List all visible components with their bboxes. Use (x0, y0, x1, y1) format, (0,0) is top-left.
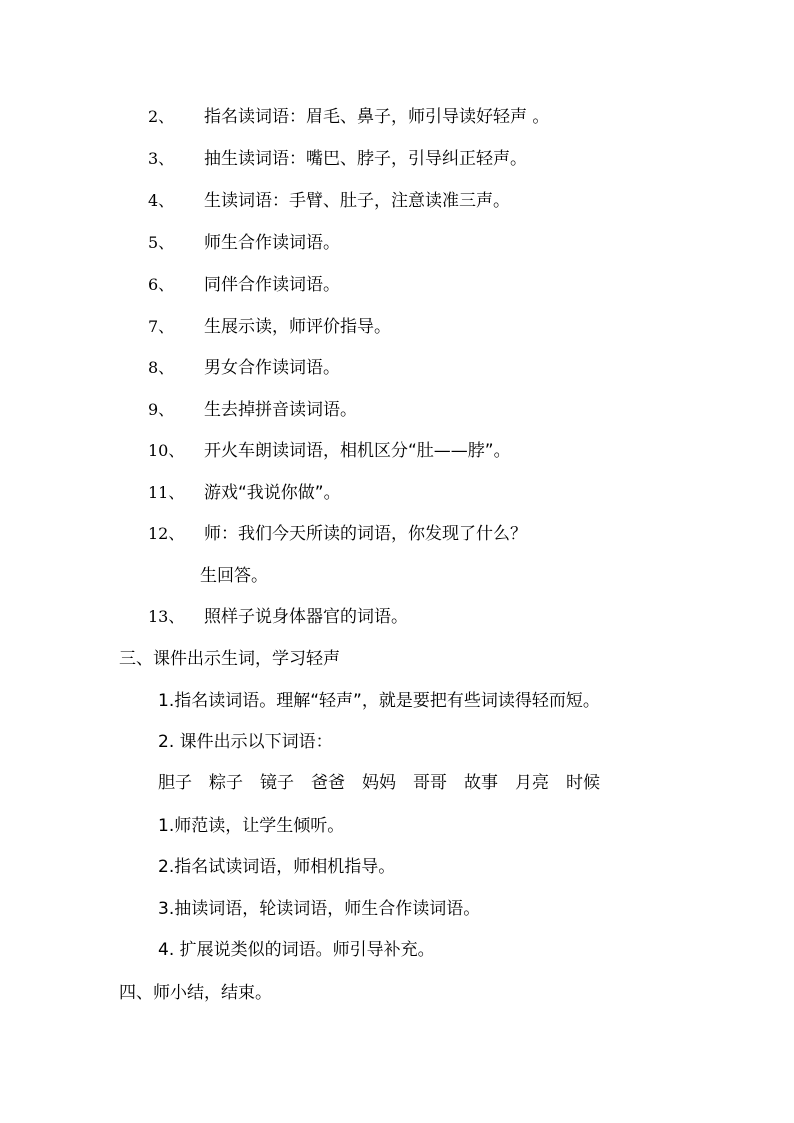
word-item: 妈妈 (362, 773, 396, 793)
word-item: 月亮 (515, 773, 549, 793)
word-item: 时候 (566, 773, 600, 793)
item-number: 8、 (148, 358, 175, 377)
section3-step: 1.师范读，让学生倾听。 (158, 816, 345, 836)
section3-step: 4. 扩展说类似的词语。师引导补充。 (158, 940, 435, 960)
word-item: 镜子 (260, 773, 294, 793)
item-number: 7、 (148, 317, 175, 336)
item-number: 12、 (148, 524, 185, 543)
item-text: 照样子说身体器官的词语。 (204, 607, 408, 627)
item-number: 10、 (148, 441, 185, 460)
section3-step: 3.抽读词语，轮读词语，师生合作读词语。 (158, 899, 481, 919)
item-text: 男女合作读词语。 (204, 358, 340, 378)
item-number: 6、 (148, 275, 175, 294)
section3-line: 2. 课件出示以下词语： (158, 732, 333, 752)
item-text: 师生合作读词语。 (204, 233, 340, 253)
section3-step: 2.指名试读词语，师相机指导。 (158, 857, 396, 877)
item-number: 3、 (148, 149, 175, 168)
word-item: 故事 (464, 773, 498, 793)
list-item (0, 270, 794, 300)
item-number: 2、 (148, 107, 175, 126)
item-text: 生去掉拼音读词语。 (204, 400, 357, 420)
list-item (0, 478, 794, 508)
item-text: 游戏“我说你做”。 (204, 483, 341, 503)
section-heading-3: 三、课件出示生词，学习轻声 (119, 649, 340, 669)
word-list (158, 768, 617, 798)
answer-line: 生回答。 (200, 566, 268, 586)
word-item: 爸爸 (311, 773, 345, 793)
list-item (0, 436, 794, 466)
list-item (0, 144, 794, 174)
list-item (0, 102, 794, 132)
section3-line: 1.指名读词语。理解“轻声”，就是要把有些词读得轻而短。 (158, 691, 600, 711)
list-item (0, 228, 794, 258)
item-number: 13、 (148, 607, 185, 626)
item-number: 9、 (148, 400, 175, 419)
item-text: 同伴合作读词语。 (204, 275, 340, 295)
word-item: 哥哥 (413, 773, 447, 793)
list-item (0, 186, 794, 216)
word-item: 粽子 (209, 773, 243, 793)
item-number: 4、 (148, 191, 175, 210)
item-text: 开火车朗读词语，相机区分“肚——脖”。 (204, 441, 511, 461)
item-text: 抽生读词语：嘴巴、脖子，引导纠正轻声。 (204, 149, 527, 169)
item-text: 生展示读，师评价指导。 (204, 317, 391, 337)
list-item (0, 395, 794, 425)
item-number: 5、 (148, 233, 175, 252)
section-heading-4: 四、师小结，结束。 (119, 983, 272, 1003)
item-number: 11、 (148, 483, 185, 502)
item-text: 指名读词语：眉毛、鼻子，师引导读好轻声 。 (204, 107, 550, 127)
item-text: 生读词语：手臂、肚子，注意读准三声。 (204, 191, 510, 211)
item-text: 师：我们今天所读的词语，你发现了什么？ (204, 524, 527, 544)
list-item (0, 312, 794, 342)
list-item (0, 353, 794, 383)
word-item: 胆子 (158, 773, 192, 793)
list-item (0, 519, 794, 549)
list-item (0, 602, 794, 632)
